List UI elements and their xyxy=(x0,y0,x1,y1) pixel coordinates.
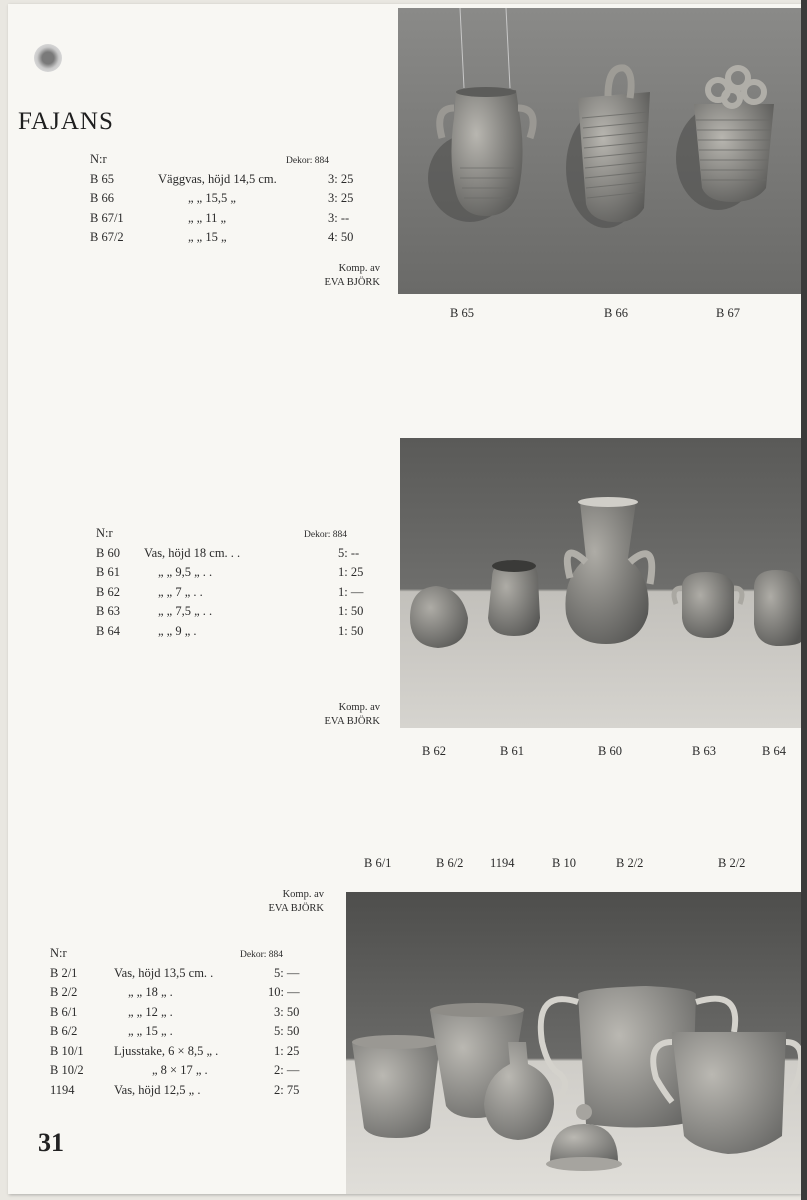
catalog-page xyxy=(8,4,801,1194)
designer-credit-2: Komp. av EVA BJÖRK xyxy=(324,702,380,727)
table-row: B 67/2 „ „ 15 „ 4: 50 xyxy=(90,230,354,244)
photo-captions-1: B 65 B 66 B 67 xyxy=(450,306,740,320)
table-row: B 63 „ „ 7,5 „ . . 1: 50 xyxy=(96,604,364,618)
table-row: B 6/1 „ „ 12 „ . 3: 50 xyxy=(50,1004,300,1019)
table-row: B 60 Vas, höjd 18 cm. . . 5: -- xyxy=(96,545,360,560)
group-vases-image xyxy=(346,892,801,1194)
table-row: B 66 „ „ 15,5 „ 3: 25 xyxy=(90,191,354,205)
photo-wall-vases xyxy=(398,8,801,294)
price-table-3: N:r Dekor: 884 B 2/1 Vas, höjd 13,5 cm. . 5: — B 2/2 „ „ 18 „ . 10: — B 6/1 „ „ 12 „ . 3: 50 B 6/2 „ „ 15 „ . 5: 50 B 10/1 Ljusstake, 6 × 8,5 „ . 1: 25 B 10/2 „ 8 × 17 „ . 2: — 1194 Vas, höjd 12,5 „ . 2: 75 xyxy=(50,944,340,1100)
table-row: B 62 „ „ 7 „ . . 1: — xyxy=(96,584,364,599)
wall-vases-image xyxy=(398,8,801,294)
page-number: 31 xyxy=(38,1128,64,1157)
table-row: B 6/2 „ „ 15 „ . 5: 50 xyxy=(50,1024,300,1038)
table-row: B 10/2 „ 8 × 17 „ . 2: — xyxy=(50,1063,300,1077)
table-header-nr: N:r xyxy=(90,152,107,166)
photo-table-vases xyxy=(400,438,801,728)
designer-credit-1: Komp. av EVA BJÖRK xyxy=(324,263,380,288)
designer-credit-3: Komp. av EVA BJÖRK xyxy=(268,889,324,914)
photo-captions-2: B 62 B 61 B 60 B 63 B 64 xyxy=(422,744,786,758)
table-row: B 65 Väggvas, höjd 14,5 cm. 3: 25 xyxy=(90,171,354,186)
table-row: B 2/1 Vas, höjd 13,5 cm. . 5: — xyxy=(50,965,300,980)
table-row: B 10/1 Ljusstake, 6 × 8,5 „ . 1: 25 xyxy=(50,1043,300,1058)
photo-group-vases xyxy=(346,892,801,1194)
page-heading: FAJANS xyxy=(18,108,114,135)
table-row: B 64 „ „ 9 „ . 1: 50 xyxy=(96,623,364,638)
photo-captions-3: B 6/1 B 6/2 1194 B 10 B 2/2 B 2/2 xyxy=(364,856,746,870)
table-header-dekor: Dekor: 884 xyxy=(286,156,330,166)
table-row: B 2/2 „ „ 18 „ . 10: — xyxy=(50,985,300,999)
table-row: B 67/1 „ „ 11 „ 3: -- xyxy=(90,210,350,225)
table-vases-image xyxy=(400,438,801,728)
binding-edge xyxy=(801,0,807,1200)
table-row: 1194 Vas, höjd 12,5 „ . 2: 75 xyxy=(50,1082,300,1097)
price-table-1 xyxy=(90,150,380,248)
table-row: B 61 „ „ 9,5 „ . . 1: 25 xyxy=(96,565,364,579)
price-table-2: N:r Dekor: 884 B 60 Vas, höjd 18 cm. . . 5: -- B 61 „ „ 9,5 „ . . 1: 25 B 62 „ „ 7 „ . . 1: — B 63 „ „ 7,5 „ . . 1: 50 B 64 „ „ 9 „ . 1: 50 xyxy=(96,524,386,641)
punch-hole xyxy=(34,44,62,72)
